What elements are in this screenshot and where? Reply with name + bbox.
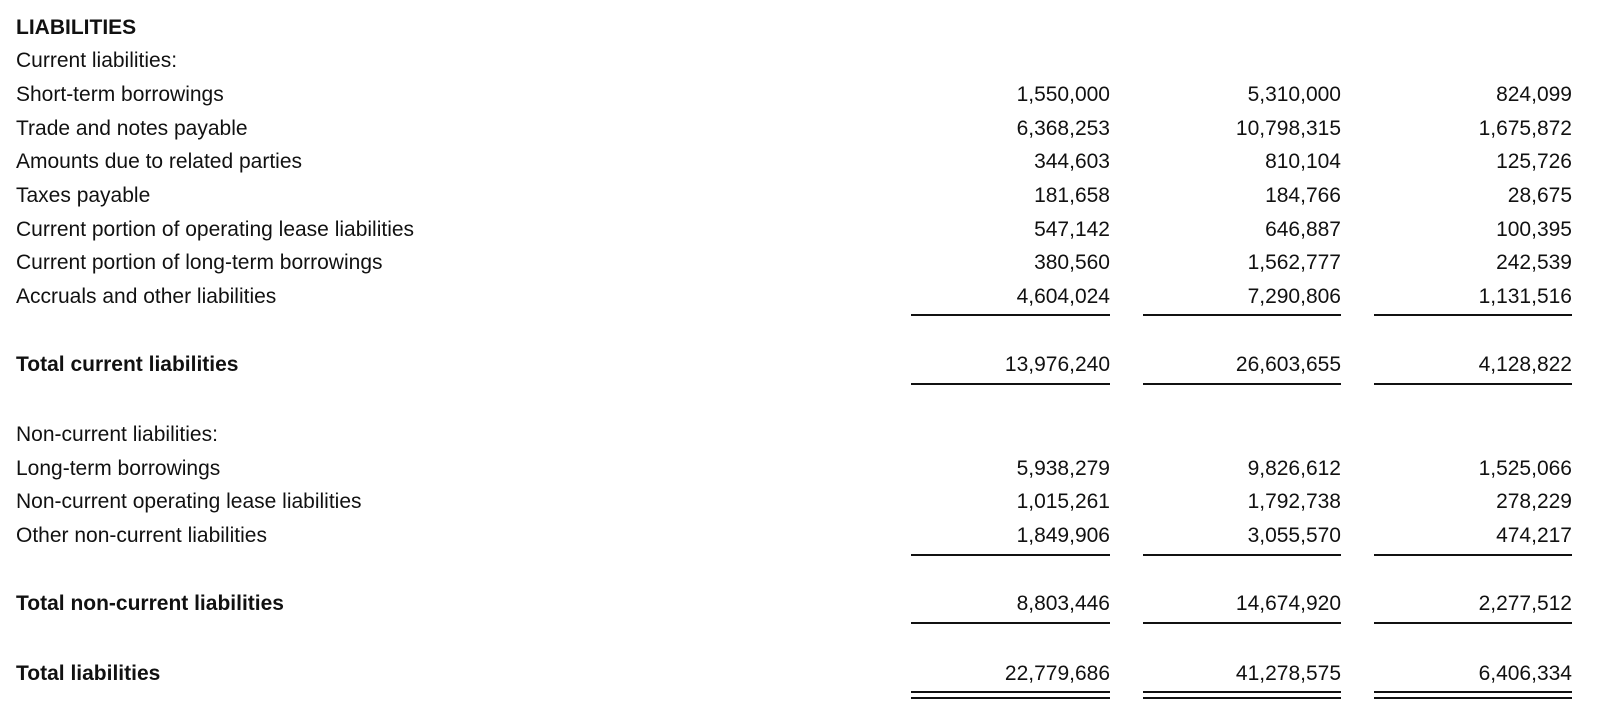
value-cell: 125,726 <box>1496 150 1572 173</box>
value-cell: 1,525,066 <box>1478 457 1572 480</box>
value-cell: 646,887 <box>1265 218 1341 241</box>
table-row <box>0 179 1600 213</box>
statement-title-row <box>0 11 1600 45</box>
total-current-row <box>0 348 1600 382</box>
total-liabilities-row <box>0 657 1600 691</box>
table-row <box>0 213 1600 247</box>
value-cell: 8,803,446 <box>1016 592 1110 615</box>
double-rule-top <box>1374 691 1572 693</box>
row-label: Current portion of operating lease liabilities <box>16 218 415 241</box>
value-cell: 344,603 <box>1034 150 1110 173</box>
section-header-row <box>0 418 1600 452</box>
current-liabilities-header: Current liabilities: <box>16 49 178 72</box>
value-cell: 181,658 <box>1034 184 1110 207</box>
double-rule-bottom <box>1143 697 1341 699</box>
subtotal-rule <box>911 554 1110 556</box>
table-row <box>0 246 1600 280</box>
value-cell: 5,938,279 <box>1016 457 1110 480</box>
value-cell: 547,142 <box>1034 218 1110 241</box>
row-label: Trade and notes payable <box>16 117 248 140</box>
value-cell: 100,395 <box>1496 218 1572 241</box>
value-cell: 22,779,686 <box>1004 662 1110 685</box>
total-noncurrent-label: Total non-current liabilities <box>16 592 284 615</box>
total-noncurrent-row <box>0 587 1600 621</box>
statement-title: LIABILITIES <box>16 16 137 39</box>
row-label: Accruals and other liabilities <box>16 285 277 308</box>
row-label: Long-term borrowings <box>16 457 221 480</box>
row-label: Other non-current liabilities <box>16 524 267 547</box>
double-rule-top <box>911 691 1110 693</box>
value-cell: 10,798,315 <box>1235 117 1341 140</box>
table-row <box>0 452 1600 486</box>
row-label: Short-term borrowings <box>16 83 224 106</box>
total-rule <box>911 383 1110 385</box>
value-cell: 1,792,738 <box>1247 490 1341 513</box>
value-cell: 3,055,570 <box>1247 524 1341 547</box>
table-row <box>0 280 1600 314</box>
value-cell: 1,675,872 <box>1478 117 1572 140</box>
table-row <box>0 485 1600 519</box>
value-cell: 810,104 <box>1265 150 1341 173</box>
value-cell: 242,539 <box>1496 251 1572 274</box>
table-row <box>0 112 1600 146</box>
value-cell: 1,562,777 <box>1247 251 1341 274</box>
total-rule <box>1143 622 1341 624</box>
value-cell: 1,015,261 <box>1016 490 1110 513</box>
value-cell: 380,560 <box>1034 251 1110 274</box>
noncurrent-liabilities-header: Non-current liabilities: <box>16 423 218 446</box>
value-cell: 278,229 <box>1496 490 1572 513</box>
value-cell: 6,406,334 <box>1478 662 1572 685</box>
value-cell: 26,603,655 <box>1235 353 1341 376</box>
value-cell: 1,131,516 <box>1478 285 1572 308</box>
value-cell: 474,217 <box>1496 524 1572 547</box>
value-cell: 28,675 <box>1507 184 1572 207</box>
value-cell: 13,976,240 <box>1004 353 1110 376</box>
value-cell: 4,128,822 <box>1478 353 1572 376</box>
row-label: Current portion of long-term borrowings <box>16 251 383 274</box>
subtotal-rule <box>1374 554 1572 556</box>
table-row <box>0 78 1600 112</box>
row-label: Taxes payable <box>16 184 151 207</box>
total-rule <box>911 622 1110 624</box>
total-liabilities-label: Total liabilities <box>16 662 161 685</box>
table-row <box>0 519 1600 553</box>
value-cell: 9,826,612 <box>1247 457 1341 480</box>
value-cell: 5,310,000 <box>1247 83 1341 106</box>
section-header-row <box>0 44 1600 78</box>
value-cell: 2,277,512 <box>1478 592 1572 615</box>
value-cell: 4,604,024 <box>1016 285 1110 308</box>
subtotal-rule <box>911 314 1110 316</box>
value-cell: 1,550,000 <box>1016 83 1110 106</box>
value-cell: 41,278,575 <box>1235 662 1341 685</box>
value-cell: 824,099 <box>1496 83 1572 106</box>
total-rule <box>1143 383 1341 385</box>
double-rule-bottom <box>911 697 1110 699</box>
row-label: Amounts due to related parties <box>16 150 303 173</box>
row-label: Non-current operating lease liabilities <box>16 490 362 513</box>
value-cell: 1,849,906 <box>1016 524 1110 547</box>
total-rule <box>1374 383 1572 385</box>
subtotal-rule <box>1143 554 1341 556</box>
value-cell: 14,674,920 <box>1235 592 1341 615</box>
double-rule-top <box>1143 691 1341 693</box>
subtotal-rule <box>1374 314 1572 316</box>
total-current-label: Total current liabilities <box>16 353 239 376</box>
subtotal-rule <box>1143 314 1341 316</box>
double-rule-bottom <box>1374 697 1572 699</box>
total-rule <box>1374 622 1572 624</box>
value-cell: 7,290,806 <box>1247 285 1341 308</box>
value-cell: 184,766 <box>1265 184 1341 207</box>
value-cell: 6,368,253 <box>1016 117 1110 140</box>
table-row <box>0 145 1600 179</box>
